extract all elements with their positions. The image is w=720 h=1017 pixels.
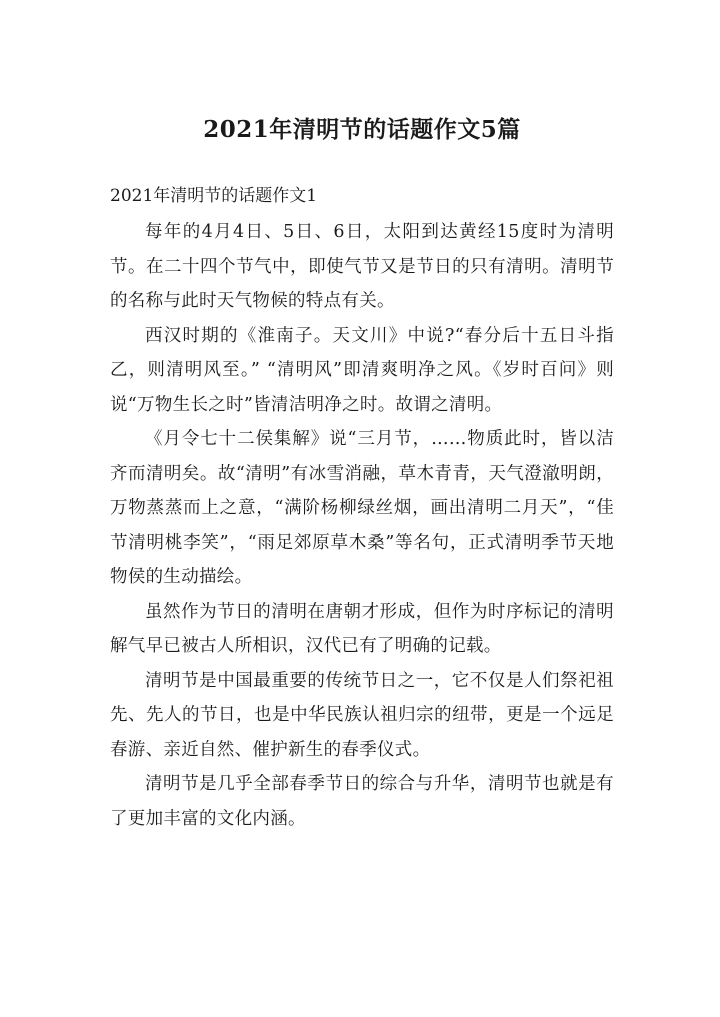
document-title: 2021年清明节的话题作文5篇 (203, 116, 521, 143)
section-heading: 2021年清明节的话题作文1 (110, 186, 318, 206)
paragraph-4: 虽然作为节日的清明在唐朝才形成，但作为时序标记的清明解气早已被古人所相识，汉代已有了明确的记载。 (110, 601, 614, 656)
paragraph-3: 《月令七十二侯集解》说“三月节，……物质此时，皆以洁齐而清明矣。故“清明”有冰雪消融，草木青青，天气澄澈明朗，万物蒸蒸而上之意，“满阶杨柳绿丝烟，画出清明二月天”，“佳节清明桃李笑”，“雨足郊原草木桑”等名句，正式清明季节天地物侯的生动描绘。 (110, 429, 614, 587)
paragraph-2: 西汉时期的《淮南子。天文川》中说?“春分后十五日斗指乙，则清明风至。” “清明风”即清爽明净之风。《岁时百问》则说“万物生长之时”皆清洁明净之时。故谓之清明。 (110, 325, 614, 415)
document-body (110, 215, 614, 836)
paragraph-6: 清明节是几乎全部春季节日的综合与升华，清明节也就是有了更加丰富的文化内涵。 (110, 774, 614, 829)
paragraph-5: 清明节是中国最重要的传统节日之一，它不仅是人们祭祀祖先、先人的节日，也是中华民族认祖归宗的纽带，更是一个远足春游、亲近自然、催护新生的春季仪式。 (110, 670, 614, 760)
paragraph-1: 每年的4月4日、5日、6日，太阳到达黄经15度时为清明节。在二十四个节气中，即使气节又是节日的只有清明。清明节的名称与此时天气物候的特点有关。 (110, 222, 614, 311)
